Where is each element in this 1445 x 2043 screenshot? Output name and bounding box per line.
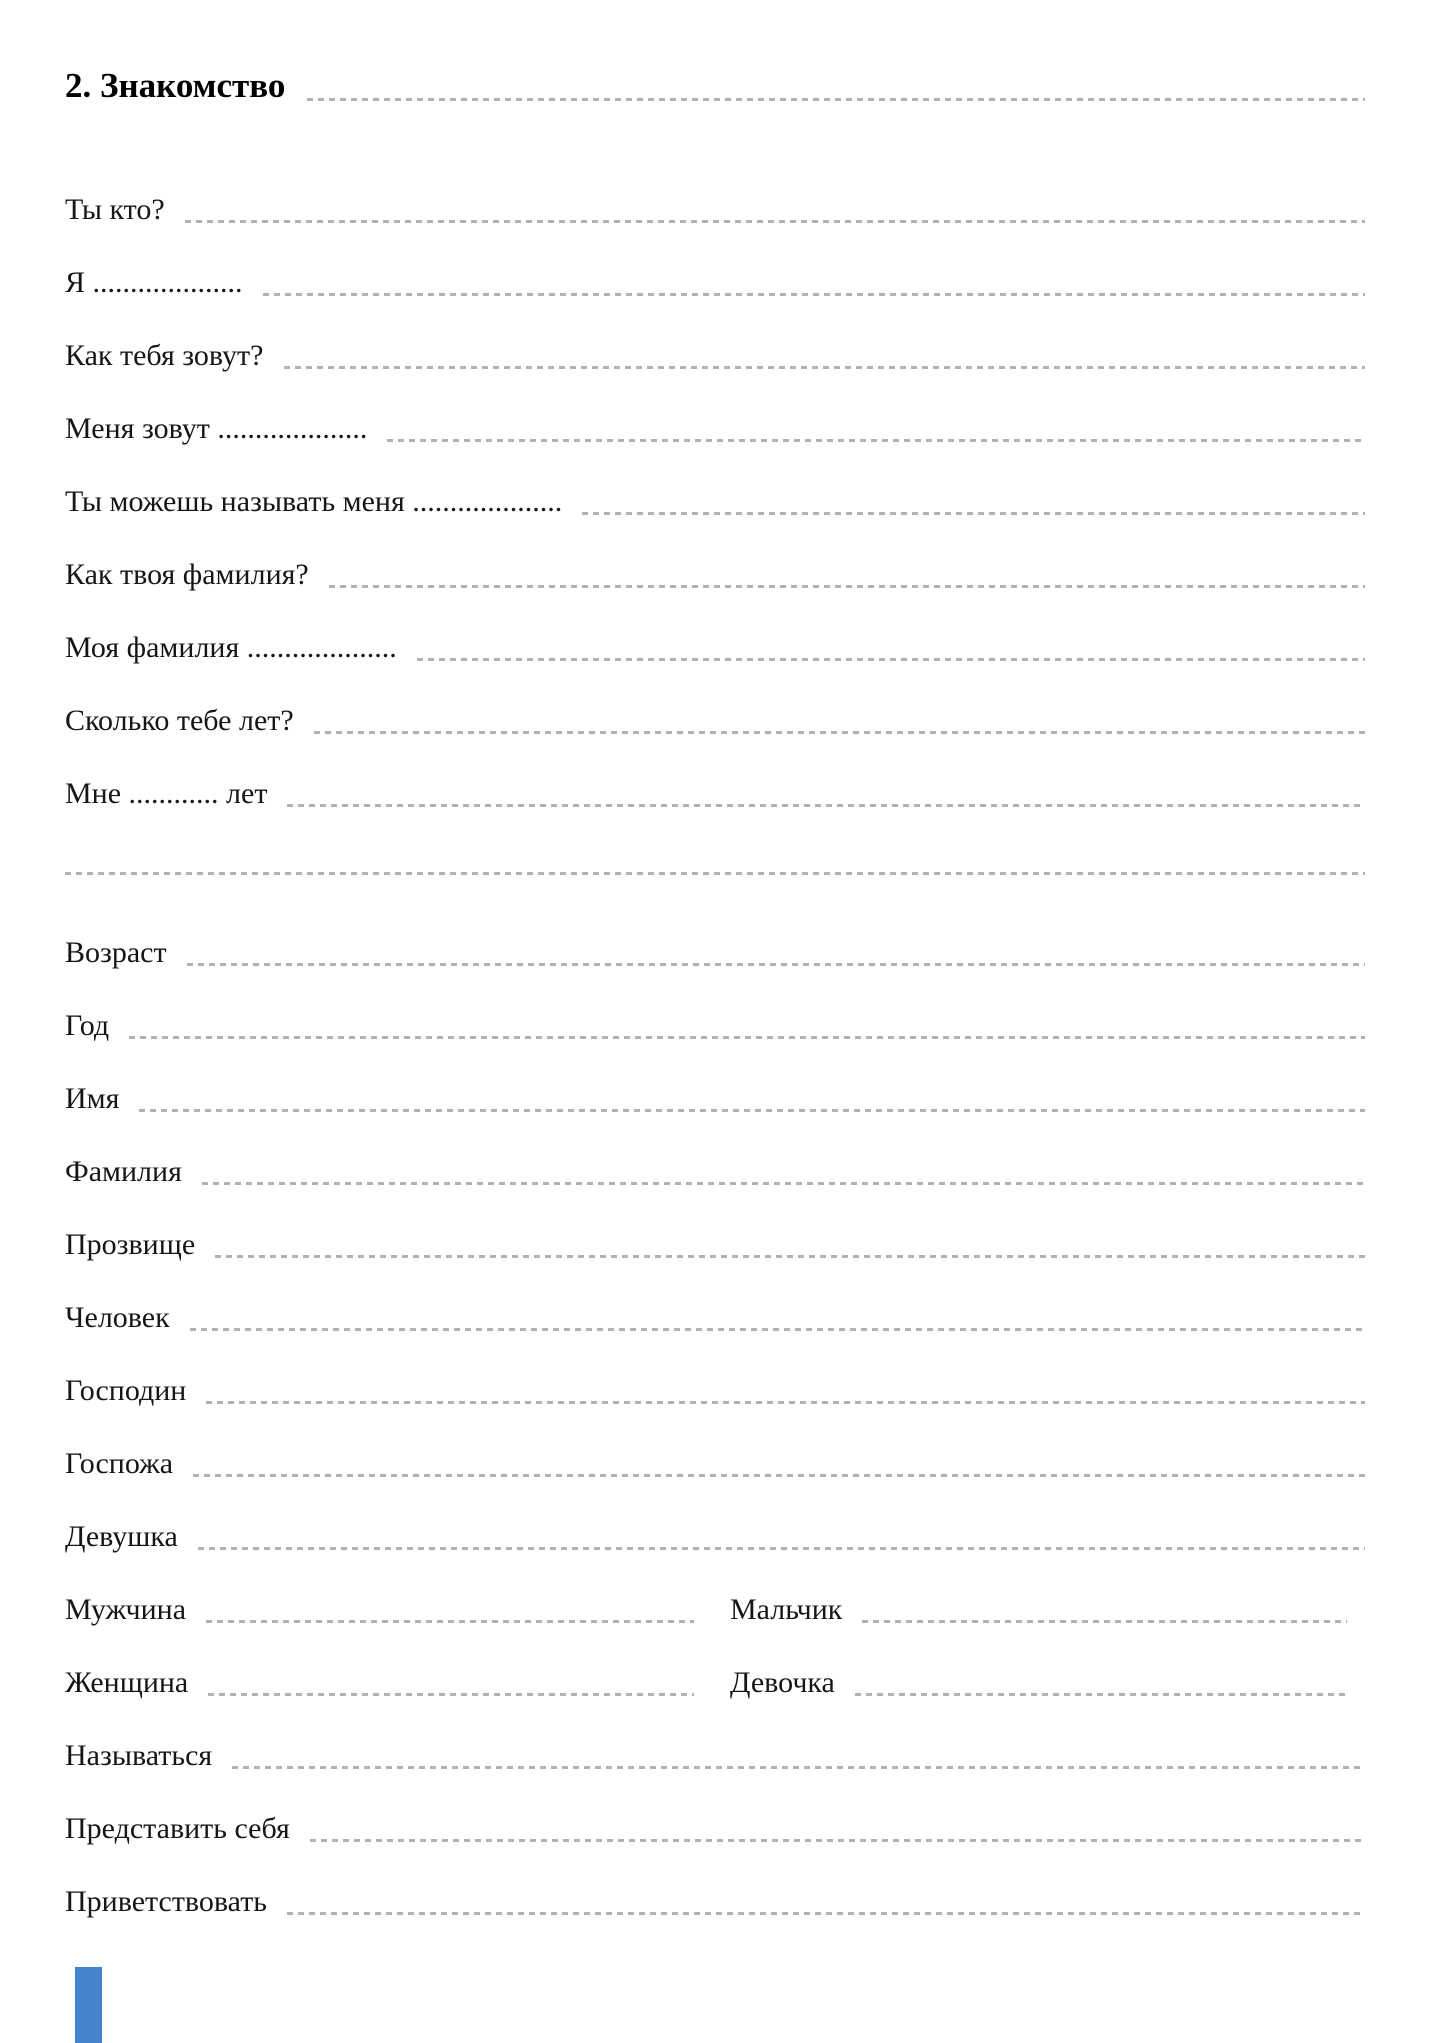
pair-right-cell (730, 1665, 1365, 1701)
answer-dotted-line (198, 1547, 1365, 1550)
answer-dotted-line (208, 1693, 694, 1696)
title-dotted-line (307, 98, 1365, 101)
phrase-row (65, 1427, 1365, 1500)
phrase-label: Мальчик (730, 1592, 843, 1626)
phrase-label: Меня зовут .................... (65, 411, 368, 445)
phrase-row (65, 319, 1365, 392)
answer-dotted-line (287, 804, 1365, 807)
answer-dotted-line (129, 1036, 1365, 1039)
phrase-row (65, 1208, 1365, 1281)
phrase-label: Я .................... (65, 265, 243, 299)
phrase-row (65, 1500, 1365, 1573)
answer-dotted-line (263, 293, 1365, 296)
phrase-row (65, 538, 1365, 611)
answer-dotted-line (329, 585, 1365, 588)
phrase-label: Сколько тебе лет? (65, 703, 294, 737)
pair-left-cell (65, 1592, 694, 1628)
answer-dotted-line (202, 1182, 1365, 1185)
phrase-row (65, 246, 1365, 319)
phrase-label: Моя фамилия .................... (65, 630, 397, 664)
answer-dotted-line (855, 1693, 1347, 1696)
phrase-label: Возраст (65, 935, 167, 969)
phrase-row (65, 1865, 1365, 1938)
blank-line-row (65, 830, 1365, 916)
phrase-label: Девушка (65, 1519, 178, 1553)
pair-row (65, 1646, 1365, 1719)
phrase-row (65, 465, 1365, 538)
phrase-label: Прозвище (65, 1227, 196, 1261)
blank-dotted-line (65, 872, 1365, 875)
phrase-label: Как тебя зовут? (65, 338, 264, 372)
phrase-label: Год (65, 1008, 110, 1042)
phrase-label: Девочка (730, 1665, 835, 1699)
page-accent-bar (75, 1967, 102, 2043)
phrase-row (65, 1281, 1365, 1354)
phrase-label: Приветствовать (65, 1884, 267, 1918)
phrase-row (65, 757, 1365, 830)
answer-dotted-line (206, 1620, 694, 1623)
answer-dotted-line (862, 1620, 1347, 1623)
answer-dotted-line (232, 1766, 1365, 1769)
answer-dotted-line (193, 1474, 1365, 1477)
answer-dotted-line (417, 658, 1365, 661)
pair-row (65, 1573, 1365, 1646)
answer-dotted-line (206, 1401, 1365, 1404)
phrase-label: Ты кто? (65, 192, 165, 226)
page-title: 2. Знакомство (65, 66, 286, 105)
phrase-label: Фамилия (65, 1154, 182, 1188)
answer-dotted-line (287, 1912, 1365, 1915)
pair-right-cell (730, 1592, 1365, 1628)
phrase-label: Как твоя фамилия? (65, 557, 309, 591)
phrase-row (65, 1354, 1365, 1427)
answer-dotted-line (139, 1109, 1365, 1112)
phrase-row (65, 916, 1365, 989)
answer-dotted-line (187, 963, 1365, 966)
phrase-label: Представить себя (65, 1811, 290, 1845)
phrase-label: Человек (65, 1300, 170, 1334)
phrase-label: Ты можешь называть меня .................... (65, 484, 563, 518)
phrase-label: Господин (65, 1373, 187, 1407)
phrase-row (65, 989, 1365, 1062)
answer-dotted-line (582, 512, 1365, 515)
phrase-row (65, 1135, 1365, 1208)
phrase-label: Мне ............ лет (65, 776, 268, 810)
phrase-row (65, 1062, 1365, 1135)
phrase-row (65, 1719, 1365, 1792)
answer-dotted-line (190, 1328, 1365, 1331)
phrase-row (65, 611, 1365, 684)
phrase-label: Имя (65, 1081, 120, 1115)
answer-dotted-line (314, 731, 1365, 734)
phrase-row (65, 173, 1365, 246)
phrase-label: Женщина (65, 1665, 189, 1699)
answer-dotted-line (284, 366, 1366, 369)
phrase-row (65, 684, 1365, 757)
answer-dotted-line (310, 1839, 1365, 1842)
phrase-label: Мужчина (65, 1592, 187, 1626)
answer-dotted-line (185, 220, 1365, 223)
phrase-label: Называться (65, 1738, 213, 1772)
rows-container (65, 173, 1365, 1938)
phrase-row (65, 1792, 1365, 1865)
phrase-label: Госпожа (65, 1446, 174, 1480)
title-row (65, 62, 1365, 110)
pair-left-cell (65, 1665, 694, 1701)
answer-dotted-line (215, 1255, 1365, 1258)
answer-dotted-line (387, 439, 1365, 442)
phrase-row (65, 392, 1365, 465)
